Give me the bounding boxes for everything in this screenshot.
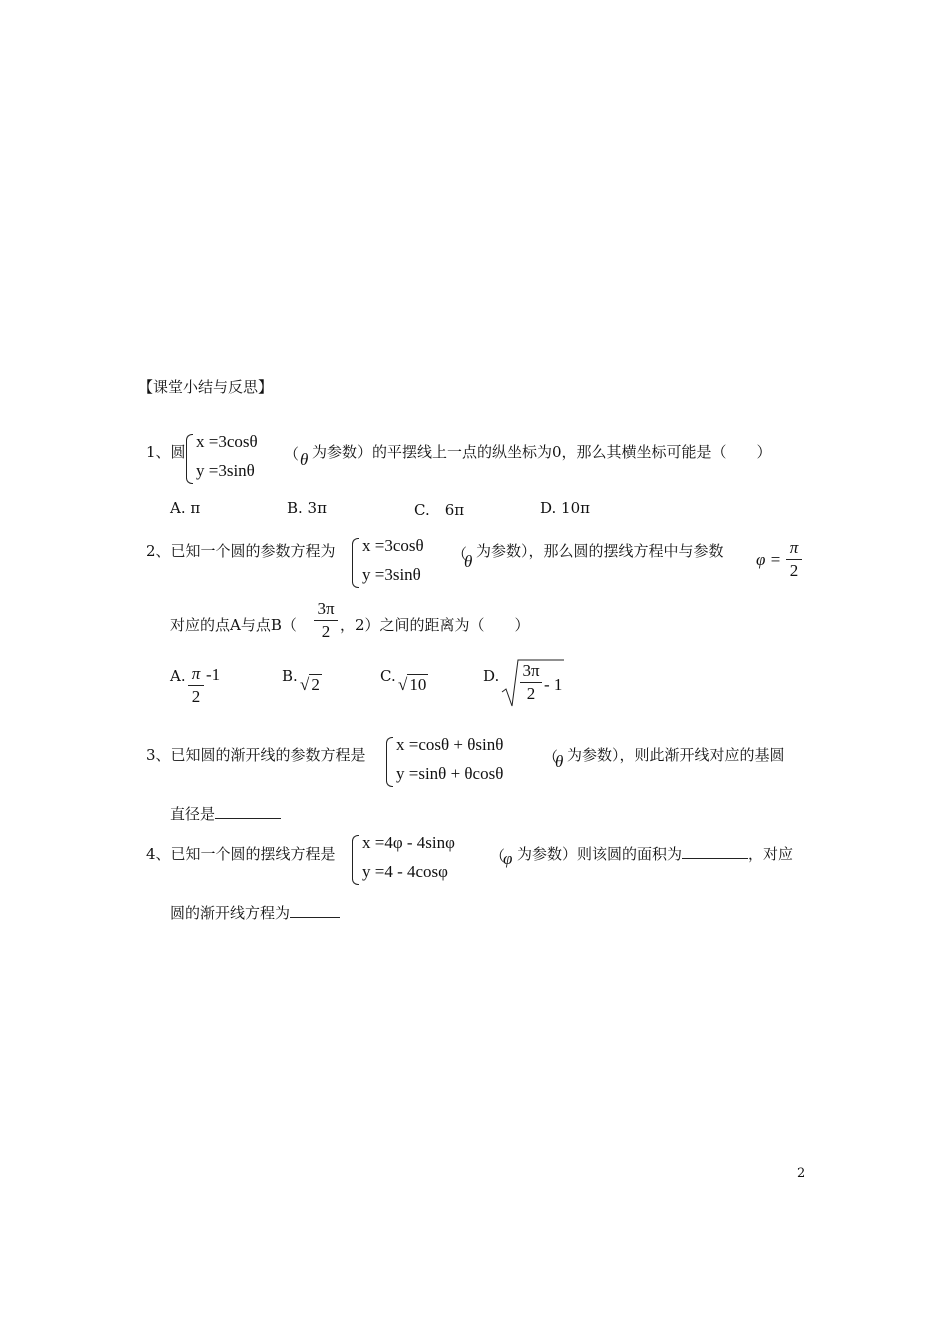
q2-line2-end: ，2）之间的距离为（ ） <box>340 616 530 634</box>
q1-option-b: B. 3π <box>287 499 327 517</box>
q2-phi-num: π <box>789 538 799 557</box>
q2-text: 为参数），那么圆的摆线方程中与参数 <box>476 542 724 560</box>
q2-phi-eq: φ = <box>756 550 782 569</box>
q2-point-b-fraction <box>314 599 338 642</box>
q4-eq-x: x =4φ - 4sinφ <box>362 833 455 852</box>
q2-option-c-sqrt: √ 10 <box>398 675 427 694</box>
q2-b-den: 2 <box>321 622 331 641</box>
q1-option-d: D. 10π <box>540 499 590 517</box>
q4-line2-text: 圆的渐开线方程为 <box>170 904 291 922</box>
q3-line2 <box>170 803 281 824</box>
q3-param-symbol: θ <box>555 752 564 771</box>
q1-text: 为参数）的平摆线上一点的纵坐标为0，那么其横坐标可能是（ ） <box>312 443 772 461</box>
q1-option-c: C. 6π <box>414 501 465 519</box>
q4-text-main: 为参数）则该圆的面积为 <box>517 845 683 863</box>
q4-text-end: ，对应 <box>748 845 794 863</box>
q3-number: 3、已知圆的渐开线的参数方程是 <box>146 746 366 764</box>
q2-param-symbol: θ <box>464 552 473 571</box>
q2-option-d-rest: - 1 <box>544 675 563 694</box>
q2-option-c-label: C. <box>380 667 396 685</box>
q2-phi-den: 2 <box>789 561 799 580</box>
q1-param-open: （ <box>284 445 300 463</box>
q1-eq-y: y =3sinθ <box>196 461 255 480</box>
q1-option-a: A. π <box>170 499 201 517</box>
q2-param-open: （ <box>452 545 468 563</box>
q2-option-c-radicand: 10 <box>409 675 427 694</box>
q1-eq-x: x =3cosθ <box>196 432 258 451</box>
q2-option-d-label: D. <box>483 667 500 685</box>
section-title: 【课堂小结与反思】 <box>138 378 274 396</box>
q2-option-a-label: A. <box>170 667 186 685</box>
q3-line2-text: 直径是 <box>170 805 216 823</box>
q2-phi-fraction <box>786 538 802 581</box>
q2-b-num: 3π <box>317 599 335 618</box>
q2-eq-y: y =3sinθ <box>362 565 421 584</box>
q4-eq-y: y =4 - 4cosφ <box>362 862 448 881</box>
q2-option-a-rest: -1 <box>206 665 221 684</box>
q2-option-d-fraction <box>520 661 542 704</box>
q2-option-d-num: 3π <box>522 661 540 680</box>
q1-number: 1、圆 <box>146 443 186 461</box>
q2-option-b-radicand: 2 <box>311 675 320 694</box>
q4-area-blank[interactable] <box>682 844 748 859</box>
q2-option-d-den: 2 <box>526 684 536 703</box>
q2-option-a-num: π <box>191 664 201 683</box>
q2-eq-x: x =3cosθ <box>362 536 424 555</box>
q4-text <box>517 843 793 864</box>
q2-option-b-sqrt: √ 2 <box>300 675 320 694</box>
q4-line2 <box>170 902 340 923</box>
q3-eq-y: y =sinθ + θcosθ <box>396 764 504 783</box>
q2-option-a-fraction <box>188 664 204 707</box>
q4-param-symbol: φ <box>503 849 513 868</box>
q4-brace <box>352 835 359 885</box>
q3-param-open: （ <box>543 748 559 766</box>
q2-number: 2、已知一个圆的参数方程为 <box>146 542 336 560</box>
q2-option-d-sqrt <box>500 658 566 708</box>
q2-option-b-label: B. <box>282 667 298 685</box>
q2-line2-start: 对应的点A与点B（ <box>170 616 297 634</box>
q4-answer-blank[interactable] <box>290 903 340 918</box>
q1-param-symbol: θ <box>300 450 309 469</box>
q3-eq-x: x =cosθ + θsinθ <box>396 735 504 754</box>
q1-brace <box>186 434 193 484</box>
page-number: 2 <box>797 1166 806 1181</box>
q3-brace <box>386 737 393 787</box>
q2-option-a-den: 2 <box>191 687 201 706</box>
q4-number: 4、已知一个圆的摆线方程是 <box>146 845 336 863</box>
q4-param-open: （ <box>490 847 506 865</box>
q3-answer-blank[interactable] <box>215 804 281 819</box>
q2-brace <box>352 538 359 588</box>
q3-text: 为参数），则此渐开线对应的基圆 <box>567 746 785 764</box>
